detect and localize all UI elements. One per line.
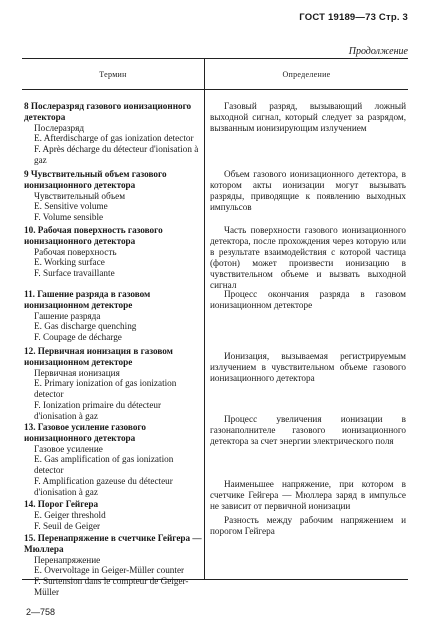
term-line: E. Afterdischarge of gas ionization detector (34, 133, 194, 144)
page-code: 2—758 (26, 607, 56, 617)
definition-9: Объем газового ионизационного детектора, в котором акты ионизации могут вызывать разряды, приводящие к появлению выходных импульсов (210, 169, 406, 212)
term-line: Перенапряжение (34, 554, 101, 565)
term-entry-10 (24, 225, 202, 279)
term-line: Гашение разряда (34, 310, 101, 321)
column-header-definition: Определение (282, 70, 331, 79)
term-title: 10. Рабочая поверхность газового ионизационного детектора (24, 225, 163, 246)
term-line: E. Geiger threshold (34, 509, 106, 520)
definition-12: Ионизация, вызываемая регистрируемым излучением в чувствительном объеме газового ионизационного детектора (210, 351, 406, 383)
term-title: 9 Чувствительный объем газового ионизационного детектора (24, 169, 167, 190)
term-line: F. Amplification gazeuse du détecteur d'ionisation à gaz (34, 475, 173, 497)
terms-table (22, 58, 408, 597)
term-entry-12 (24, 346, 202, 422)
term-line: Послеразряд (34, 122, 84, 133)
term-line: Первичная ионизация (34, 367, 120, 378)
term-title: 8 Послеразряд газового ионизационного детектора (24, 101, 192, 122)
term-line: E. Overvoltage in Geiger-Müller counter (34, 565, 185, 576)
column-divider (204, 59, 205, 579)
definition-13: Процесс увеличения ионизации в газонаполнителе газового ионизационного детектора за счет энергии электрического поля (210, 414, 406, 446)
definition-14: Наименьшее напряжение, при котором в счетчике Гейгера — Мюллера заряд в импульсе не зависит от первичной ионизации (210, 479, 406, 511)
term-title: 14. Порог Гейгера (24, 499, 99, 509)
column-header-term: Термин (99, 70, 127, 79)
term-line: F. Ionization primaire du détecteur d'ionisation à gaz (34, 399, 162, 421)
term-title: 15. Перенапряжение в счетчике Гейгера — Мюллера (24, 533, 202, 554)
term-line: E. Sensitive volume (34, 201, 108, 212)
term-entry-11 (24, 289, 202, 343)
definition-8: Газовый разряд, вызывающий ложный выходной сигнал, который следует за разрядом, вызванным ионизирующим излучением (210, 101, 406, 133)
term-entry-13 (24, 422, 202, 498)
term-line: Газовое усиление (34, 443, 103, 454)
definition-15: Разность между рабочим напряжением и порогом Гейгера (210, 515, 406, 536)
term-entry-8 (24, 101, 202, 166)
term-title: 13. Газовое усиление газового ионизационного детектора (24, 422, 146, 443)
header-rule (22, 89, 408, 90)
continuation-label: Продолжение (348, 46, 408, 57)
term-line: F. Après décharge du détecteur d'ionisation à gaz (34, 144, 199, 165)
definition-10: Часть поверхности газового ионизационного детектора, после прохождения через которую или в результате взаимодействия с которой частица (фотон) может произвести ионизацию в чувствительном объеме и вызвать выходной сигнал (210, 225, 406, 290)
term-title: 12. Первичная ионизация в газовом ионизационном детекторе (24, 346, 173, 367)
term-entry-15 (24, 533, 202, 598)
document-header: ГОСТ 19189—73 Стр. 3 (299, 12, 408, 23)
term-line: E. Gas discharge quenching (34, 321, 137, 332)
term-line: E. Gas amplification of gas ionization detector (34, 454, 174, 476)
term-line: F. Surtension dans le compteur de Geiger-Müller (34, 576, 189, 597)
term-line: Чувствительный объем (34, 190, 126, 201)
term-title: 11. Гашение разряда в газовом ионизационном детекторе (24, 289, 151, 310)
term-line: F. Volume sensible (34, 212, 104, 223)
term-line: F. Surface travaillante (34, 268, 115, 279)
term-line: E. Primary ionization of gas ionization detector (34, 378, 177, 400)
term-line: F. Coupage de décharge (34, 332, 122, 343)
term-line: Рабочая поверхность (34, 246, 117, 257)
term-entry-9 (24, 169, 202, 223)
term-entry-14 (24, 499, 202, 531)
term-line: E. Working surface (34, 257, 105, 268)
definition-11: Процесс окончания разряда в газовом ионизационном детекторе (210, 289, 406, 310)
term-line: F. Seuil de Geiger (34, 520, 101, 531)
